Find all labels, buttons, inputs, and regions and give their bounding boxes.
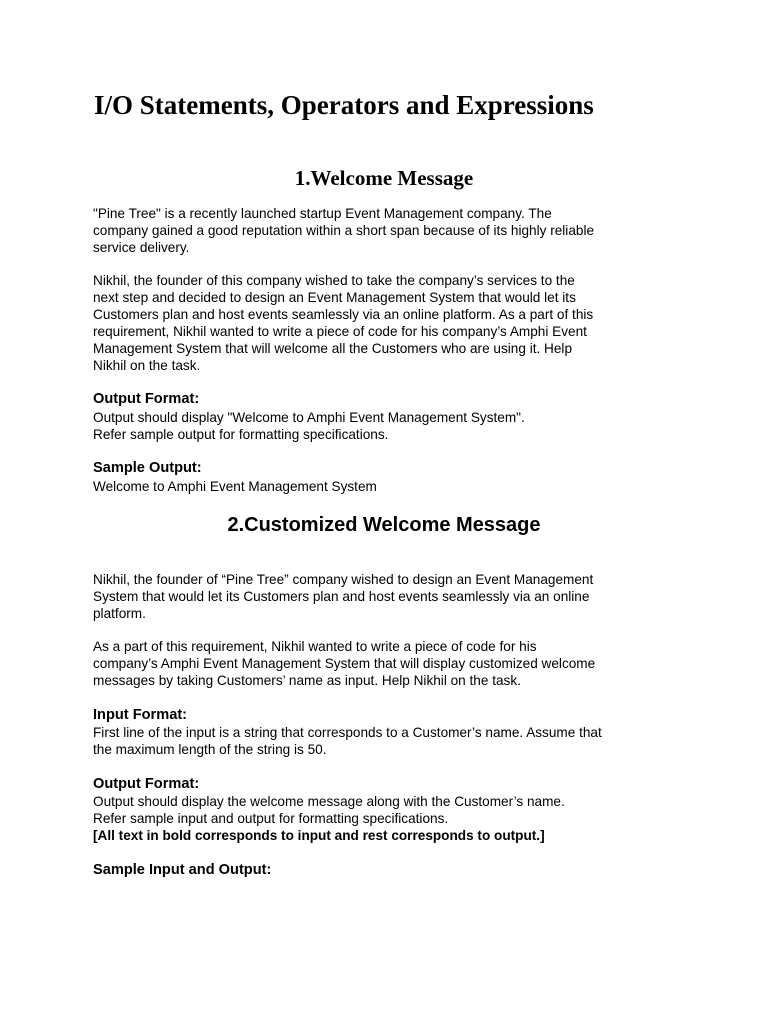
paragraph-line: Welcome to Amphi Event Management System — [93, 479, 377, 494]
paragraph-line: Output should display "Welcome to Amphi Event Management System". — [93, 410, 525, 425]
section-1-intro-paragraph — [93, 205, 679, 256]
section-2-input-format-label: Input Format: — [93, 707, 188, 723]
paragraph-line: next step and decided to design an Event Management System that would let its — [93, 290, 576, 305]
paragraph-line: Refer sample input and output for formatting specifications. — [93, 811, 449, 826]
section-2-output-format-label: Output Format: — [93, 776, 200, 792]
section-2-story-paragraph — [93, 638, 679, 689]
paragraph-line: the maximum length of the string is 50. — [93, 742, 327, 757]
section-1-sample-output-text — [93, 478, 679, 495]
section-2-intro-paragraph — [93, 571, 679, 622]
paragraph-line: service delivery. — [93, 240, 190, 255]
paragraph-line: company gained a good reputation within a short span because of its highly reliable — [93, 223, 595, 238]
section-2-output-format-text — [93, 793, 679, 844]
section-2-input-format-text — [93, 724, 679, 758]
bold-input-note: [All text in bold corresponds to input and rest corresponds to output.] — [93, 828, 545, 843]
paragraph-line: As a part of this requirement, Nikhil wanted to write a piece of code for his — [93, 639, 537, 654]
section-2-heading: 2.Customized Welcome Message — [227, 514, 541, 536]
paragraph-line: Nikhil on the task. — [93, 358, 201, 373]
section-1-heading: 1.Welcome Message — [294, 166, 474, 190]
paragraph-line: Output should display the welcome message along with the Customer’s name. — [93, 794, 565, 809]
paragraph-line: Nikhil, the founder of “Pine Tree” company wished to design an Event Management — [93, 572, 594, 587]
paragraph-line: Refer sample output for formatting specifications. — [93, 427, 389, 442]
paragraph-line: company’s Amphi Event Management System that will display customized welcome — [93, 656, 596, 671]
paragraph-line: Nikhil, the founder of this company wished to take the company’s services to the — [93, 273, 575, 288]
paragraph-line: platform. — [93, 606, 146, 621]
paragraph-line: requirement, Nikhil wanted to write a piece of code for his company’s Amphi Event — [93, 324, 587, 339]
paragraph-line: Customers plan and host events seamlessly via an online platform. As a part of this — [93, 307, 594, 322]
section-1-output-format-label: Output Format: — [93, 391, 200, 407]
paragraph-line: "Pine Tree" is a recently launched startup Event Management company. The — [93, 206, 552, 221]
section-1-output-format-text — [93, 409, 679, 443]
paragraph-line: First line of the input is a string that corresponds to a Customer’s name. Assume that — [93, 725, 602, 740]
document-title: I/O Statements, Operators and Expressions — [94, 90, 594, 120]
paragraph-line: System that would let its Customers plan and host events seamlessly via an online — [93, 589, 590, 604]
paragraph-line: messages by taking Customers’ name as input. Help Nikhil on the task. — [93, 673, 521, 688]
section-1-story-paragraph — [93, 272, 679, 374]
section-2-sample-io-label: Sample Input and Output: — [93, 862, 272, 878]
section-1-sample-output-label: Sample Output: — [93, 460, 202, 476]
paragraph-line: Management System that will welcome all the Customers who are using it. Help — [93, 341, 573, 356]
